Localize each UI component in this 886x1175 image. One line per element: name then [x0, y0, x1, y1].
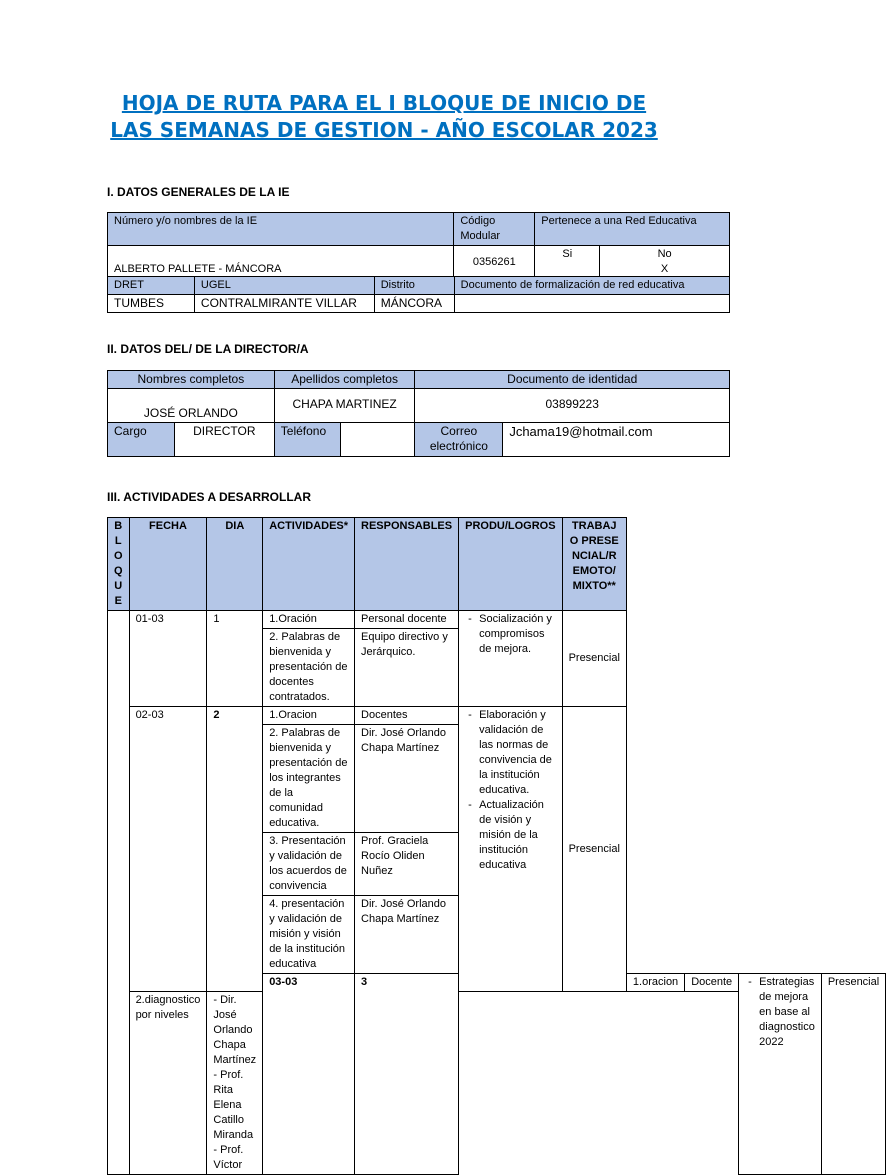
g1-fecha: 01-03 [129, 611, 207, 707]
header-ugel: UGEL [194, 277, 374, 295]
g3-activity-1: 1.oracion [626, 974, 684, 992]
bloque-cell [108, 611, 130, 1175]
g2-activity-4: 4. presentación y validación de misión y visión de la institución educativa [263, 896, 355, 974]
g1-modo: Presencial [562, 611, 626, 707]
ugel-value: CONTRALMIRANTE VILLAR [194, 295, 374, 313]
doc-red-value [454, 295, 729, 313]
header-responsables: RESPONSABLES [355, 518, 459, 611]
g1-responsable-2: Equipo directivo y Jerárquico. [355, 629, 459, 707]
g3-responsable-1: Docente [685, 974, 739, 992]
header-documento: Documento de identidad [415, 371, 730, 389]
g3-logros [739, 974, 822, 1175]
title-line-1: HOJA DE RUTA PARA EL I BLOQUE DE INICIO DE [121, 91, 647, 115]
header-nombre-ie: Número y/o nombres de la IE [108, 213, 454, 246]
table-row [108, 707, 886, 725]
g2-logros [459, 707, 562, 992]
header-actividades: ACTIVIDADES* [263, 518, 355, 611]
red-no [600, 246, 730, 279]
g1-logros [459, 611, 562, 707]
g1-responsable-1: Personal docente [355, 611, 459, 629]
g2-activity-3: 3. Presentación y validación de los acuerdos de convivencia [263, 833, 355, 896]
header-logros: PRODU/LOGROS [459, 518, 562, 611]
header-telefono: Teléfono [274, 423, 340, 457]
g2-responsable-1: Docentes [355, 707, 459, 725]
g3-responsable-2c: - Prof. Víctor [213, 1144, 244, 1171]
document-title [60, 90, 708, 144]
g3-activity-2: 2.diagnostico por niveles [129, 992, 207, 1175]
director-telefono [340, 423, 415, 457]
g3-responsable-2a: - Dir. José Orlando Chapa Martínez [213, 994, 257, 1066]
director-correo: Jchama19@hotmail.com [503, 423, 730, 457]
header-correo: Correo electrónico [415, 423, 503, 457]
director-documento: 03899223 [415, 389, 730, 423]
g3-modo: Presencial [821, 974, 885, 1175]
header-dret: DRET [108, 277, 195, 295]
title-line-2: LAS SEMANAS DE GESTION - AÑO ESCOLAR 2023 [110, 118, 658, 142]
director-cargo: DIRECTOR [174, 423, 274, 457]
section-3-heading: III. ACTIVIDADES A DESARROLLAR [107, 490, 312, 504]
header-trabajo: TRABAJO PRESENCIAL/REMOTO/ MIXTO** [562, 518, 626, 611]
section-2-heading: II. DATOS DEL/ DE LA DIRECTOR/A [107, 342, 309, 356]
ie-name: ALBERTO PALLETE - MÁNCORA [108, 246, 454, 279]
g3-logro-1: - Estrategias de mejora en base al diagnostico 2022 [759, 975, 815, 1050]
header-red-educativa: Pertenece a una Red Educativa [535, 213, 730, 246]
g1-activity-1: 1.Oración [263, 611, 355, 629]
g1-logro-1: - Socialización y compromisos de mejora. [479, 612, 555, 657]
header-bloque: BLOQUE [108, 518, 130, 611]
g2-logro-2: - Actualización de visión y misión de la institución educativa [479, 798, 555, 873]
codigo-modular: 0356261 [454, 246, 535, 279]
header-codigo-modular: Código Modular [454, 213, 535, 246]
red-si: Si [535, 246, 600, 279]
g2-activity-2: 2. Palabras de bienvenida y presentación de los integrantes de la comunidad educativa. [263, 725, 355, 833]
red-no-label: No [657, 248, 672, 260]
g3-fecha: 03-03 [263, 974, 355, 1175]
dret-value: TUMBES [108, 295, 195, 313]
red-no-mark: X [660, 263, 669, 275]
header-apellidos: Apellidos completos [274, 371, 415, 389]
table-row [108, 611, 886, 629]
g2-fecha: 02-03 [129, 707, 207, 992]
location-table [107, 276, 730, 313]
general-data-table [107, 212, 730, 279]
g3-responsable-2 [207, 992, 263, 1175]
g3-responsable-2b: - Prof. Rita Elena Catillo Miranda [213, 1069, 254, 1141]
header-doc-red: Documento de formalización de red educativa [454, 277, 729, 295]
director-nombres: JOSÉ ORLANDO [108, 389, 275, 423]
distrito-value: MÁNCORA [374, 295, 454, 313]
section-1-heading: I. DATOS GENERALES DE LA IE [107, 185, 290, 199]
header-cargo: Cargo [108, 423, 175, 457]
g2-dia: 2 [207, 707, 263, 992]
g2-modo: Presencial [562, 707, 626, 992]
g1-dia: 1 [207, 611, 263, 707]
header-dia: DIA [207, 518, 263, 611]
activities-table [107, 517, 886, 1175]
director-apellidos: CHAPA MARTINEZ [274, 389, 415, 423]
g1-activity-2: 2. Palabras de bienvenida y presentación de docentes contratados. [263, 629, 355, 707]
g3-dia: 3 [355, 974, 459, 1175]
header-distrito: Distrito [374, 277, 454, 295]
g2-activity-1: 1.Oracion [263, 707, 355, 725]
g2-logro-1: - Elaboración y validación de las normas de convivencia de la institución educativa. [479, 708, 555, 798]
header-fecha: FECHA [129, 518, 207, 611]
g2-responsable-4: Dir. José Orlando Chapa Martínez [355, 896, 459, 974]
g2-responsable-2: Dir. José Orlando Chapa Martínez [355, 725, 459, 833]
header-nombres: Nombres completos [108, 371, 275, 389]
g2-responsable-3: Prof. Graciela Rocío Oliden Nuñez [355, 833, 459, 896]
director-table [107, 370, 730, 457]
